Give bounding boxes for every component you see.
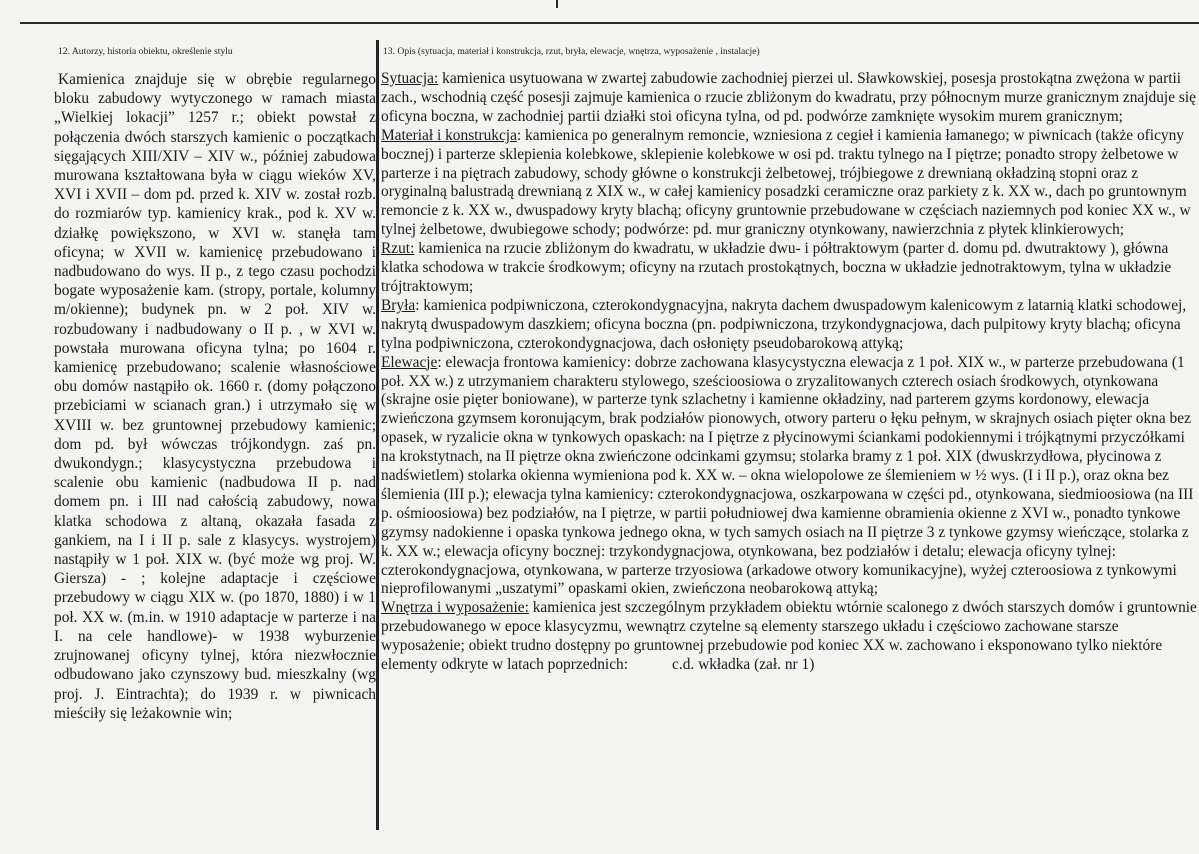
material-text: : kamienica po generalnym remoncie, wzniesiona z cegieł i kamienia łamanego; w piwnicach (także oficyny bocznej) i parterze sklepienia kolebkowe, sklepienie kolebkowe w osi pd. traktu tylnego na I piętrze; ponadto stropy żelbetowe w parterze i na piętrach zabudowy, schody główne o konstrukcji żelbetowej, trójbiegowe z drewnianą okładziną stopni oraz z oryginalną balustradą drewnianą z XIX w., w całej kamienicy posadzki ceramiczne oraz parkiety z k. XX w., dach po gruntownym remoncie z k. XX w., dwuspadowy kryty blachą; oficyny gruntownie przebudowane w częściach naziemnych pod koniec XX w., w tylnej żelbetowe, dwubiegowe schody; podwórze: pd. mur graniczny otynkowany, nawierzchnia z płytek klinkierowych; bbox=[381, 126, 1191, 239]
bryla-label: Bryła bbox=[381, 296, 416, 314]
material-paragraph bbox=[381, 127, 1197, 240]
right-column-heading: 13. Opis (sytuacja, materiał i konstrukcja, rzut, bryła, elewacje, wnętrza, wyposażenie , instalacje) bbox=[383, 46, 760, 57]
column-divider bbox=[376, 40, 379, 830]
wnetrza-paragraph bbox=[381, 599, 1197, 675]
sytuacja-paragraph bbox=[381, 70, 1197, 127]
bryla-paragraph bbox=[381, 297, 1197, 354]
continuation-note: c.d. wkładka (zał. nr 1) bbox=[672, 656, 815, 674]
bryla-text: : kamienica podpiwniczona, czterokondygnacyjna, nakryta dachem dwuspadowym kalenicowym z latarnią klatki schodowej, nakrytą dwuspadowym daszkiem; oficyna boczna (pn. podpiwniczona, trzykondygnacjowa, dach pulpitowy kryty blachą; oficyna tylna podpiwniczona, czterokondygnacjowa, dach osłonięty pseudobarokową attyką; bbox=[381, 296, 1187, 352]
elewacje-paragraph bbox=[381, 354, 1197, 600]
history-text: Kamienica znajduje się w obrębie regularnego bloku zabudowy wytyczonego w ramach miasta „Wielkiej lokacji” 1257 r.; obiekt powstał z połączenia dwóch starszych kamienic o początkach sięgających XIII/XIV – XIV w., później zabudowa murowana kształtowana była w ciągu wieków XV, XVI i XVII – dom pd. przed k. XIV w. został rozb. do rozmiarów typ. kamienicy krak., pod k. XV w. działkę powiększono, w XVI w. stanęła tam oficyna; w XVII w. kamienicę przebudowano i nadbudowano do wys. II p., z tego czasu pochodzi bogate wyposażenie kam. (stropy, portale, kolumny m/okienne); budynek pn. w 2 poł. XIV w. rozbudowany i nadbudowany o II p. , w XVI w. powstała murowana oficyna tylna; po 1604 r. kamienicę przebudowano; scalenie własnościowe obu domów nastąpiło ok. 1660 r. (domy połączono przebiciami w scianach gran.) i utrzymało się w XVIII w. bez gruntownej przebudowy kamienic; dom pd. był wówczas trójkondygn. zaś pn. dwukondygn.; klasycystyczna przebudowa i scalenie obu kamienic (nadbudowa II p. nad domem pn. i III nad całością zabudowy, nowa klatka schodowa z altaną, okazała fasada z gankiem, na I i II p. sale z klasycys. wystrojem) nastąpiły w 1 poł. XIX w. (być może wg proj. W. Giersza) - ; kolejne adaptacje i częściowe przebudowy w ciągu XIX w. (po 1870, 1880) i w 1 poł. XX w. (m.in. w 1910 adaptacje w parterze i na I. na cele handlowe)- w 1938 wyburzenie zrujnowanej oficyny tylnej, która niezwłocznie odbudowano jako czynszowy bud. mieszkalny (wg proj. J. Eintrachta); do 1939 r. w piwnicach mieściły się leżakownie win; bbox=[54, 71, 376, 722]
wnetrza-label: Wnętrza i wyposażenie: bbox=[381, 599, 529, 617]
rzut-label: Rzut: bbox=[381, 240, 415, 258]
rzut-text: kamienica na rzucie zbliżonym do kwadratu, w układzie dwu- i półtraktowym (parter d. domu pd. dwutraktowy ), główna klatka schodowa w trakcie środkowym; oficyny na rzutach prostokątnych, boczna w układzie jednotraktowym, tylna w układzie trójtraktowym; bbox=[381, 240, 1172, 295]
history-section bbox=[54, 70, 376, 723]
elewacje-text: : elewacja frontowa kamienicy: dobrze zachowana klasycystyczna elewacja z 1 poł. XIX w., w parterze przebudowana (1 poł. XX w.) z utrzymaniem charakteru stylowego, sześcioosiowa o zryzalitowanych czterech osiach środkowych, otynkowana (skrajne osie pięter boniowane), w parterze tynk szlachetny i kamienne okładziny, nad parterem gzyms kordonowy, elewacja zwieńczona gzymsem koronującym, brak podziałów pionowych, otwory parteru o łęku pełnym, w skrajnych osiach pięter okna bez opasek, w ryzalicie okna w tynkowych opaskach: na I piętrze z płycinowymi ściankami podokiennymi i trójkątnymi przyczółkami na krokstytnach, na II piętrze okna zwieńczone odcinkami gzymsu; stolarka bramy z 1 poł. XIX (dwuskrzydłowa, płycinowa z nadświetlem) stolarka okienna wymieniona pod k. XX w. – okna wielopolowe ze ślemieniem w ½ wys. (I i II p.), oraz okna bez ślemienia (III p.); elewacja tylna kamienicy: czterokondygnacjowa, oszkarpowana w części pd., otynkowana, siedmioosiowa (na III p. ośmioosiowa) bez podziałów, na I piętrze, w partii południowej dwa kamienne obramienia okienne z XVI w., ponadto tynkowe gzymsy nadokienne i opaska tynkowa jednego okna, w tych samych osiach na II piętrze 3 z tynkowe gzymsy wieńczące, stolarka z k. XX w.; elewacja oficyny bocznej: trzykondygnacjowa, otynkowana, bez podziałów i detalu; elewacja oficyny tylnej: czterokondygnacjowa, otynkowana, w parterze trzyosiowa (arkadowe otwory komunikacyjne), wyżej czteroosiowa z tynkowymi nieprofilowanymi „uszatymi” opaskami okien, zwieńczona neobarokową attyką; bbox=[381, 353, 1194, 598]
sytuacja-label: Sytuacja: bbox=[381, 70, 439, 87]
left-column-heading: 12. Autorzy, historia obiektu, określenie stylu bbox=[58, 46, 233, 57]
elewacje-label: Elewacje bbox=[381, 353, 438, 371]
material-label: Materiał i konstrukcja bbox=[381, 126, 517, 144]
rzut-paragraph bbox=[381, 240, 1197, 297]
sytuacja-text: kamienica usytuowana w zwartej zabudowie zachodniej pierzei ul. Sławkowskiej, posesja prostokątna zwężona w partii zach., wschodnią część posesji zajmuje kamienica o rzucie zbliżonym do kwadratu, przy północnym murze granicznym znajduje się oficyna boczna, w zachodniej partii działki stoi oficyna tylna, od pd. podwórze zamknięte wysokim murem granicznym; bbox=[381, 70, 1196, 125]
top-tick-mark bbox=[556, 0, 558, 8]
description-section bbox=[381, 70, 1197, 675]
top-rule bbox=[20, 22, 1199, 24]
wnetrza-text: kamienica jest szczególnym przykładem obiektu wtórnie scalonego z dwóch starszych domów i gruntownie przebudowanego w epoce klasycyzmu, wewnątrz czytelne są elementy starszego układu i częściowo zachowane starsze wyposażenie; obiekt trudno dostępny po gruntownej przebudowie pod koniec XX w. zachowano i eksponowano tylko niektóre elementy odkryte w latach poprzednich: bbox=[381, 599, 1197, 674]
